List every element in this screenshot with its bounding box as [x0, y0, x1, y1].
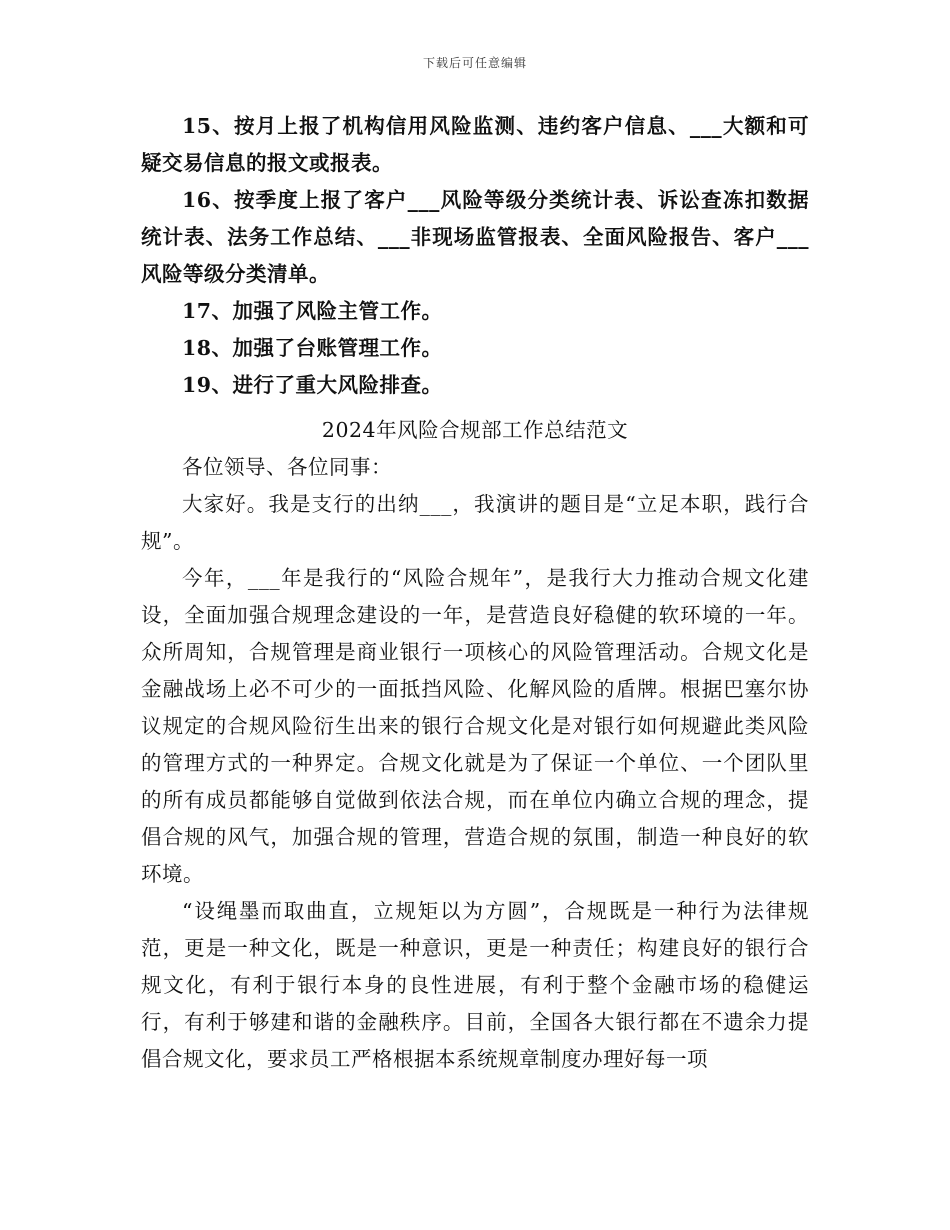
article-paragraph: “设绳墨而取曲直，立规矩以为方圆”，合规既是一种行为法律规范，更是一种文化，既是一种意识，更是一种责任；构建良好的银行合规文化，有利于银行本身的良性进展，有利于整个金融市场的稳健运行，有利于够建和谐的金融秩序。目前，全国各大银行都在不遗余力提倡合规文化，要求员工严格根据本系统规章制度办理好每一项 — [141, 899, 809, 1071]
list-item-15: 15、按月上报了机构信用风险监测、违约客户信息、___大额和可疑交易信息的报文或报表。 — [141, 114, 809, 175]
list-item-19: 19、进行了重大风险排查。 — [182, 373, 443, 397]
article-intro: 大家好。我是支行的出纳___，我演讲的题目是“立足本职，践行合规”。 — [141, 492, 809, 553]
article-title: 2024年风险合规部工作总结范文 — [321, 418, 629, 442]
list-item-18: 18、加强了台账管理工作。 — [182, 336, 443, 360]
article-paragraph: 今年，___年是我行的“风险合规年”，是我行大力推动合规文化建设，全面加强合规理念建设的一年，是营造良好稳健的软环境的一年。众所周知，合规管理是商业银行一项核心的风险管理活动。合规文化是金融战场上必不可少的一面抵挡风险、化解风险的盾牌。根据巴塞尔协议规定的合规风险衍生出来的银行合规文化是对银行如何规避此类风险的管理方式的一种界定。合规文化就是为了保证一个单位、一个团队里的所有成员都能够自觉做到依法合规，而在单位内确立合规的理念，提倡合规的风气，加强合规的管理，营造合规的氛围，制造一种良好的软环境。 — [141, 566, 809, 886]
list-item-17: 17、加强了风险主管工作。 — [182, 299, 443, 323]
article-greeting: 各位领导、各位同事： — [182, 455, 392, 479]
list-item-16: 16、按季度上报了客户___风险等级分类统计表、诉讼查冻扣数据统计表、法务工作总结、___非现场监管报表、全面风险报告、客户___风险等级分类清单。 — [141, 188, 809, 286]
document-body — [141, 108, 809, 1078]
page-header-note: 下载后可任意编辑 — [422, 56, 527, 70]
